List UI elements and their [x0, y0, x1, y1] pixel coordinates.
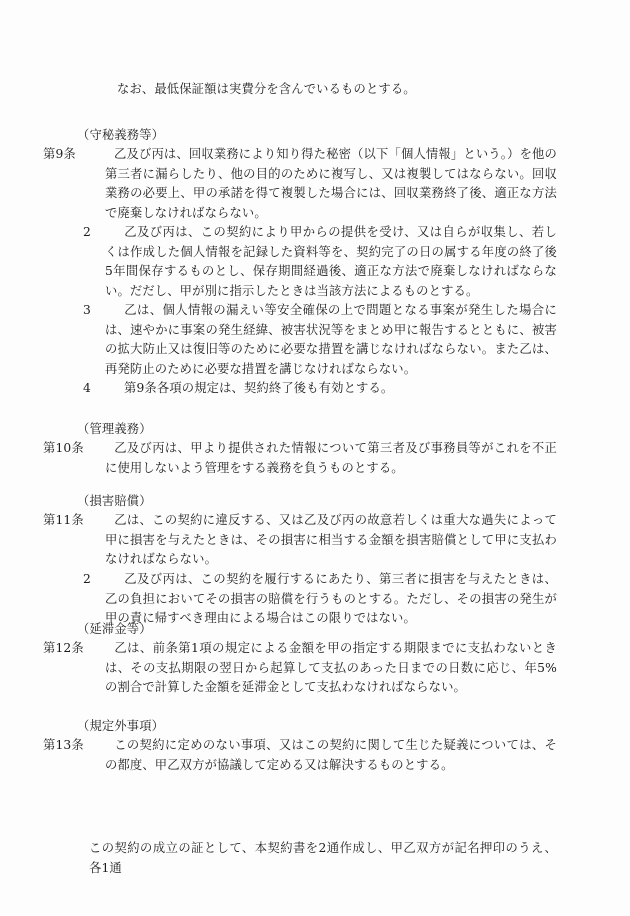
- article-number-11: 第11条: [43, 513, 84, 527]
- article-body-10: 乙及び丙は、甲より提供された情報について第三者及び事務員等がこれを不正に使用しないよう管理をする義務を負うものとする。: [105, 441, 557, 475]
- paragraph-text: 乙及び丙は、この契約を履行するにあたり、第三者に損害を与えたときは、乙の負担においてその損害の賠償を行うものとする。ただし、その損害の発生が甲の責に帰すべき理由による場合はこの限りではない。: [105, 572, 557, 626]
- article-9-paragraph-2: [83, 223, 557, 301]
- article-heading-11: （損害賠償）: [77, 494, 152, 508]
- article-9: [43, 145, 557, 223]
- article-number-10: 第10条: [43, 441, 84, 455]
- paragraph-text: 第9条各項の規定は、契約終了後も有効とする。: [124, 381, 394, 395]
- paragraph-text: 乙は、個人情報の漏えい等安全確保の上で問題となる事案が発生した場合には、速やかに事案の発生経緯、被害状況等をまとめ甲に報告するとともに、被害の拡大防止又は復旧等のために必要な措置を講じなければならない。また乙は、再発防止のために必要な措置を講じなければならない。: [105, 303, 557, 376]
- article-body-13: この契約に定めのない事項、又はこの契約に関して生じた疑義については、その都度、甲乙双方が協議して定める又は解決するものとする。: [105, 738, 557, 772]
- article-10: [43, 439, 557, 478]
- article-body-12: 乙は、前条第1項の規定による金額を甲の指定する期限までに支払わないときは、その支払期限の翌日から起算して支払のあった日までの日数に応じ、年5%の割合で計算した金額を延滞金として支払わなければならない。: [105, 641, 557, 695]
- article-9-paragraph-4: [83, 379, 557, 399]
- paragraph-number: 2: [83, 572, 91, 586]
- paragraph-number: 3: [83, 303, 91, 317]
- article-heading-12: （延滞金等）: [77, 622, 152, 636]
- article-heading-10: （管理義務）: [77, 422, 152, 436]
- article-number-13: 第13条: [43, 738, 84, 752]
- closing-paragraph: この契約の成立の証として、本契約書を2通作成し、甲乙双方が記名押印のうえ、各1通: [89, 841, 557, 875]
- continuation-paragraph: なお、最低保証額は実費分を含んでいるものとする。: [117, 82, 416, 96]
- article-9-paragraph-3: [83, 301, 557, 379]
- article-11: [43, 511, 557, 570]
- paragraph-number: 2: [83, 225, 91, 239]
- paragraph-text: 乙及び丙は、この契約により甲からの提供を受け、又は自らが収集し、若しくは作成した個人情報を記録した資料等を、契約完了の日の属する年度の終了後5年間保存するものとし、保存期間経過後、適正な方法で廃棄しなければならない。だだし、甲が別に指示したときは当該方法によるものとする。: [105, 225, 557, 298]
- article-body-11: 乙は、この契約に違反する、又は乙及び丙の故意若しくは重大な過失によって甲に損害を与えたときは、その損害に相当する金額を損害賠償として甲に支払わなければならない。: [105, 513, 557, 567]
- article-heading-13: （規定外事項）: [77, 719, 165, 733]
- article-body-9: 乙及び丙は、回収業務により知り得た秘密（以下「個人情報」という。）を他の第三者に漏らしたり、他の目的のために複写し、又は複製してはならない。回収業務の必要上、甲の承諾を得て複製した場合には、回収業務終了後、適正な方法で廃棄しなければならない。: [105, 147, 557, 220]
- article-heading-9: （守秘義務等）: [77, 128, 165, 142]
- article-12: [43, 639, 557, 698]
- article-number-12: 第12条: [43, 641, 84, 655]
- article-13: [43, 736, 557, 775]
- article-number-9: 第9条: [43, 147, 76, 161]
- paragraph-number: 4: [83, 381, 91, 395]
